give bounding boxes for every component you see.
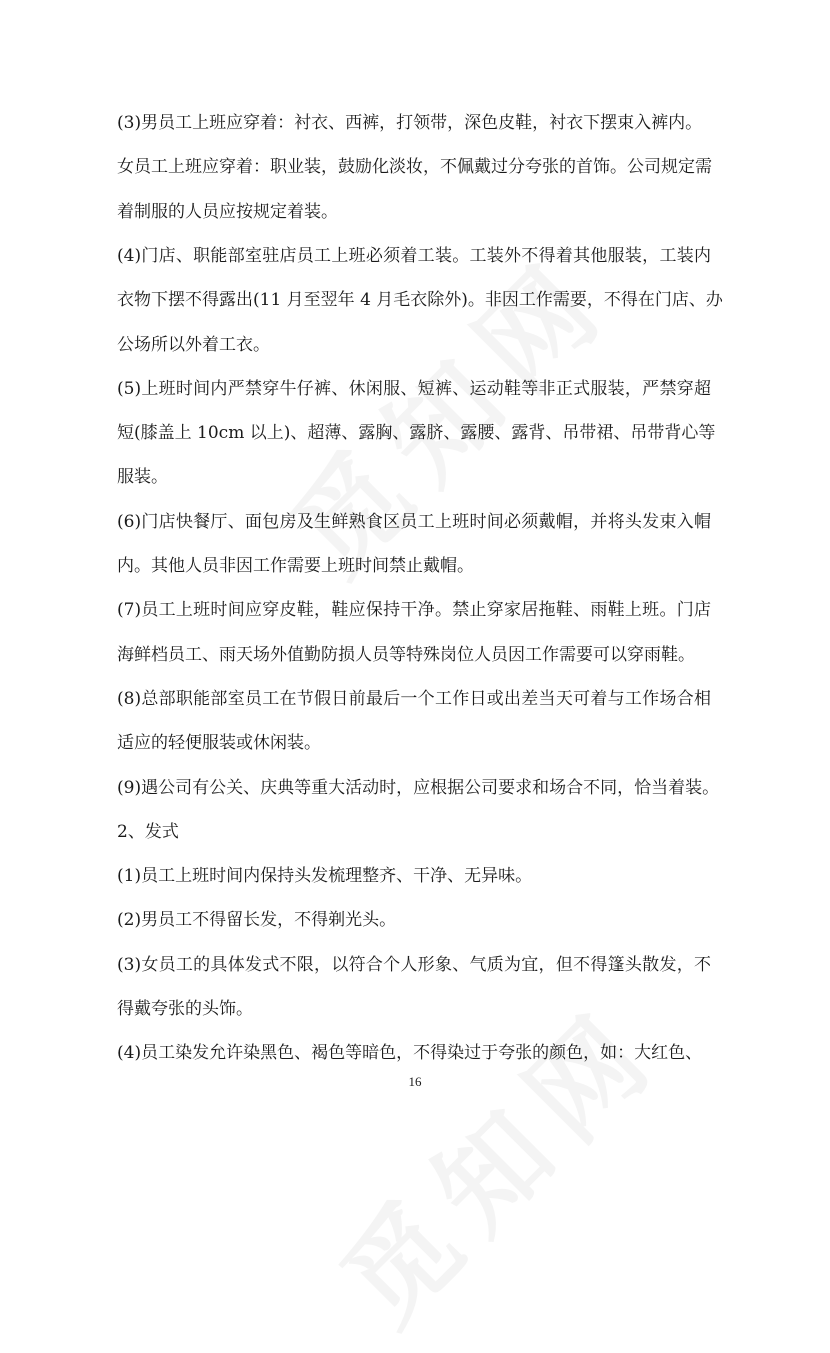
- text-line: (3)男员工上班应穿着：衬衣、西裤，打领带，深色皮鞋，衬衣下摆束入裤内。: [117, 113, 703, 133]
- text-line: (5)上班时间内严禁穿牛仔裤、休闲服、短裤、运动鞋等非正式服装，严禁穿超: [117, 378, 711, 399]
- text-line: (4)员工染发允许染黑色、褐色等暗色，不得染过于夸张的颜色，如：大红色、: [117, 1043, 703, 1064]
- text-line: (9)遇公司有公关、庆典等重大活动时，应根据公司要求和场合不同，恰当着装。: [117, 777, 720, 798]
- watermark: [251, 215, 638, 602]
- text-line: (8)总部职能部室员工在节假日前最后一个工作日或出差当天可着与工作场合相: [117, 688, 711, 709]
- text-line: 公场所以外着工衣。: [117, 334, 270, 355]
- text-line: 2、发式: [117, 821, 179, 842]
- text-line: 适应的轻便服装或休闲装。: [117, 733, 321, 754]
- text-line: (7)员工上班时间应穿皮鞋，鞋应保持干净。禁止穿家居拖鞋、雨鞋上班。门店: [117, 600, 711, 621]
- watermark: [301, 965, 688, 1352]
- text-line: (4)门店、职能部室驻店员工上班必须着工装。工装外不得着其他服装，工装内: [117, 245, 711, 266]
- text-line: (1)员工上班时间内保持头发梳理整齐、干净、无异味。: [117, 866, 533, 887]
- text-line: 服装。: [117, 467, 168, 488]
- text-line: 衣物下摆不得露出(11 月至翌年 4 月毛衣除外)。非因工作需要，不得在门店、办: [117, 290, 723, 311]
- text-line: 短(膝盖上 10cm 以上)、超薄、露胸、露脐、露腰、露背、吊带裙、吊带背心等: [117, 423, 716, 444]
- text-line: (6)门店快餐厅、面包房及生鲜熟食区员工上班时间必须戴帽，并将头发束入帽: [117, 511, 711, 532]
- text-line: 女员工上班应穿着：职业装，鼓励化淡妆，不佩戴过分夸张的首饰。公司规定需: [117, 157, 712, 178]
- text-line: 着制服的人员应按规定着装。: [117, 201, 338, 222]
- text-line: 得戴夸张的头饰。: [117, 999, 253, 1019]
- text-line: (2)男员工不得留长发，不得剃光头。: [117, 910, 397, 931]
- text-line: 海鲜档员工、雨天场外值勤防损人员等特殊岗位人员因工作需要可以穿雨鞋。: [117, 644, 695, 665]
- page-number: 16: [408, 1074, 422, 1089]
- text-line: (3)女员工的具体发式不限，以符合个人形象、气质为宜，但不得篷头散发，不: [117, 954, 711, 975]
- text-line: 内。其他人员非因工作需要上班时间禁止戴帽。: [117, 556, 474, 576]
